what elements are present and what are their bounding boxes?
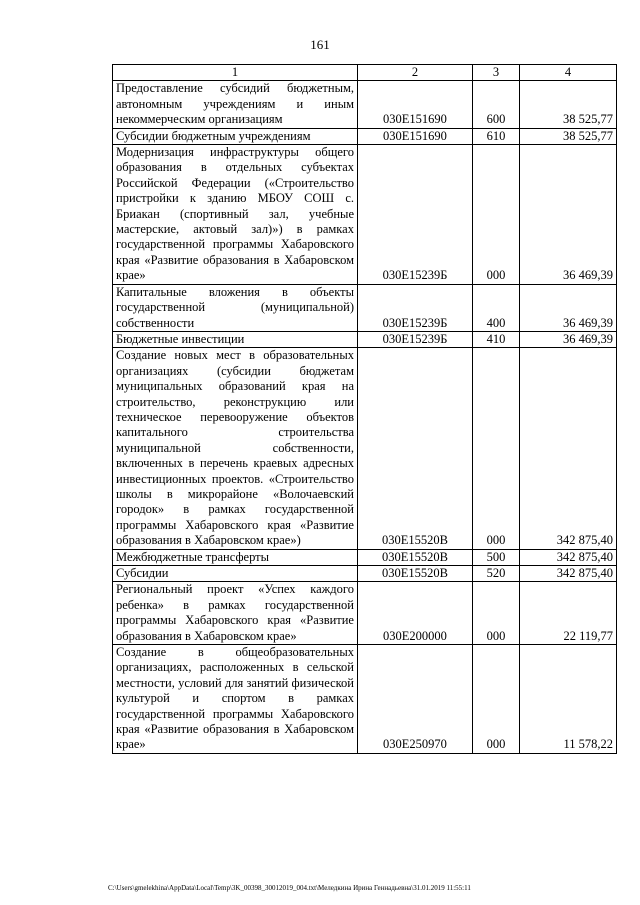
row-amount: 342 875,40 [520,549,617,565]
table-row [113,284,617,331]
row-name: Субсидии [113,566,358,582]
row-code: 030E250970 [358,645,473,754]
table-row [113,331,617,347]
header-row [113,65,617,81]
row-type: 000 [473,348,520,549]
row-type: 000 [473,582,520,645]
footer-file-path: C:\Users\gmelekhina\AppData\Local\Temp\3K_00398_30012019_004.txt\Меледкина Ирина Геннадьевна\31.01.2019 11:55:11 [108,884,471,892]
table-row [113,549,617,565]
row-amount: 342 875,40 [520,348,617,549]
header-col-1: 1 [113,65,358,81]
row-code: 030E15520В [358,348,473,549]
row-amount: 36 469,39 [520,331,617,347]
row-name: Капитальные вложения в объекты государственной (муниципальной) собственности [113,284,358,331]
table-row [113,645,617,754]
row-code: 030E200000 [358,582,473,645]
header-col-3: 3 [473,65,520,81]
row-name: Субсидии бюджетным учреждениям [113,128,358,144]
row-name: Региональный проект «Успех каждого ребенка» в рамках государственной программы Хабаровского края «Развитие образования в Хабаровском крае» [113,582,358,645]
row-amount: 22 119,77 [520,582,617,645]
table-row [113,566,617,582]
header-col-2: 2 [358,65,473,81]
row-code: 030E151690 [358,81,473,128]
row-amount: 38 525,77 [520,128,617,144]
row-type: 000 [473,145,520,285]
header-col-4: 4 [520,65,617,81]
row-type: 000 [473,645,520,754]
table-row [113,145,617,285]
row-type: 600 [473,81,520,128]
row-name: Межбюджетные трансферты [113,549,358,565]
row-type: 520 [473,566,520,582]
row-name: Создание новых мест в образовательных организациях (субсидии бюджетам муниципальных образований края на строительство, реконструкцию или техническое перевооружение объектов капитального строительства муниципальной собственности, включенных в перечень краевых адресных инвестиционных проектов. «Строительство школы в микрорайоне «Волочаевский городок» в рамках государственной программы Хабаровского края «Развитие образования в Хабаровском крае») [113,348,358,549]
row-amount: 36 469,39 [520,145,617,285]
row-type: 400 [473,284,520,331]
row-name: Модернизация инфраструктуры общего образования в отдельных субъектах Российской Федерации («Строительство пристройки к зданию МБОУ СОШ с. Бриакан (спортивный зал, учебные мастерские, актовый зал)») в рамках государственной программы Хабаровского края «Развитие образования в Хабаровском крае» [113,145,358,285]
page-number: 161 [310,37,330,52]
row-code: 030E15520В [358,566,473,582]
row-code: 030E15239Б [358,145,473,285]
budget-table [112,64,617,754]
row-amount: 38 525,77 [520,81,617,128]
row-type: 410 [473,331,520,347]
row-amount: 342 875,40 [520,566,617,582]
row-code: 030E15239Б [358,331,473,347]
row-name: Бюджетные инвестиции [113,331,358,347]
row-type: 500 [473,549,520,565]
row-code: 030E151690 [358,128,473,144]
row-code: 030E15239Б [358,284,473,331]
row-amount: 36 469,39 [520,284,617,331]
row-name: Предоставление субсидий бюджетным, автономным учреждениям и иным некоммерческим организациям [113,81,358,128]
table-row [113,81,617,128]
table-row [113,582,617,645]
row-code: 030E15520В [358,549,473,565]
row-amount: 11 578,22 [520,645,617,754]
table-row [113,348,617,549]
table-row [113,128,617,144]
row-name: Создание в общеобразовательных организациях, расположенных в сельской местности, условий для занятий физической культурой и спортом в рамках государственной программы Хабаровского края «Развитие образования в Хабаровском крае» [113,645,358,754]
row-type: 610 [473,128,520,144]
